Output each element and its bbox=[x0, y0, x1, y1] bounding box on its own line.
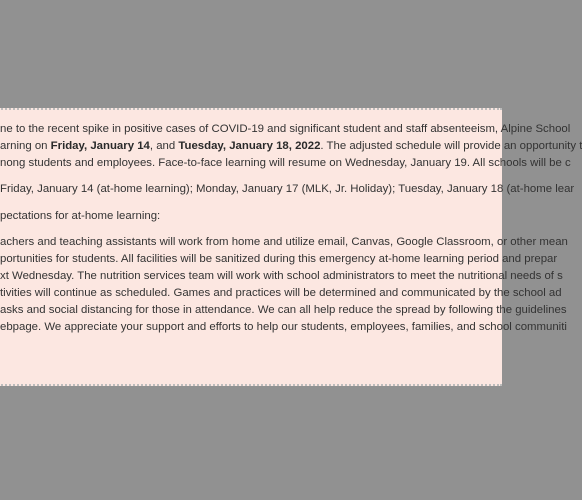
expectations-heading: pectations for at-home learning: bbox=[0, 210, 161, 222]
date-tuesday-jan-18: Tuesday, January 18, 2022 bbox=[178, 140, 321, 152]
paragraph1-line1: ne to the recent spike in positive cases of COVID-19 and significant student and staff absenteeism, Alpine School bbox=[0, 123, 571, 135]
paragraph2-line4: tivities will continue as scheduled. Games and practices will be determined and communicated by the school ad bbox=[0, 287, 562, 299]
date-friday-jan-14: Friday, January 14 bbox=[50, 140, 150, 152]
paragraph2-line5: asks and social distancing for those in attendance. We can all help reduce the spread by following the guidelines bbox=[0, 304, 567, 316]
paragraph2-line1: achers and teaching assistants will work from home and utilize email, Canvas, Google Classroom, or other mean bbox=[0, 236, 568, 248]
paragraph2-line3: xt Wednesday. The nutrition services team will work with school administrators to meet the nutritional needs of s bbox=[0, 270, 563, 282]
paragraph1-line2: arning on Friday, January 14, and Tuesday, January 18, 2022. The adjusted schedule will provide an opportunity t bbox=[0, 140, 582, 152]
paragraph2-line2: portunities for students. All facilities will be sanitized during this emergency at-home learning period and prepar bbox=[0, 253, 558, 265]
notice-banner bbox=[0, 108, 582, 386]
paragraph2-line6: ebpage. We appreciate your support and efforts to help our students, employees, families, and school communiti bbox=[0, 321, 567, 333]
schedule-line: Friday, January 14 (at-home learning); Monday, January 17 (MLK, Jr. Holiday); Tuesday, January 18 (at-home lear bbox=[0, 183, 575, 195]
paragraph1-line3: nong students and employees. Face-to-face learning will resume on Wednesday, January 19. All schools will be c bbox=[0, 157, 571, 169]
